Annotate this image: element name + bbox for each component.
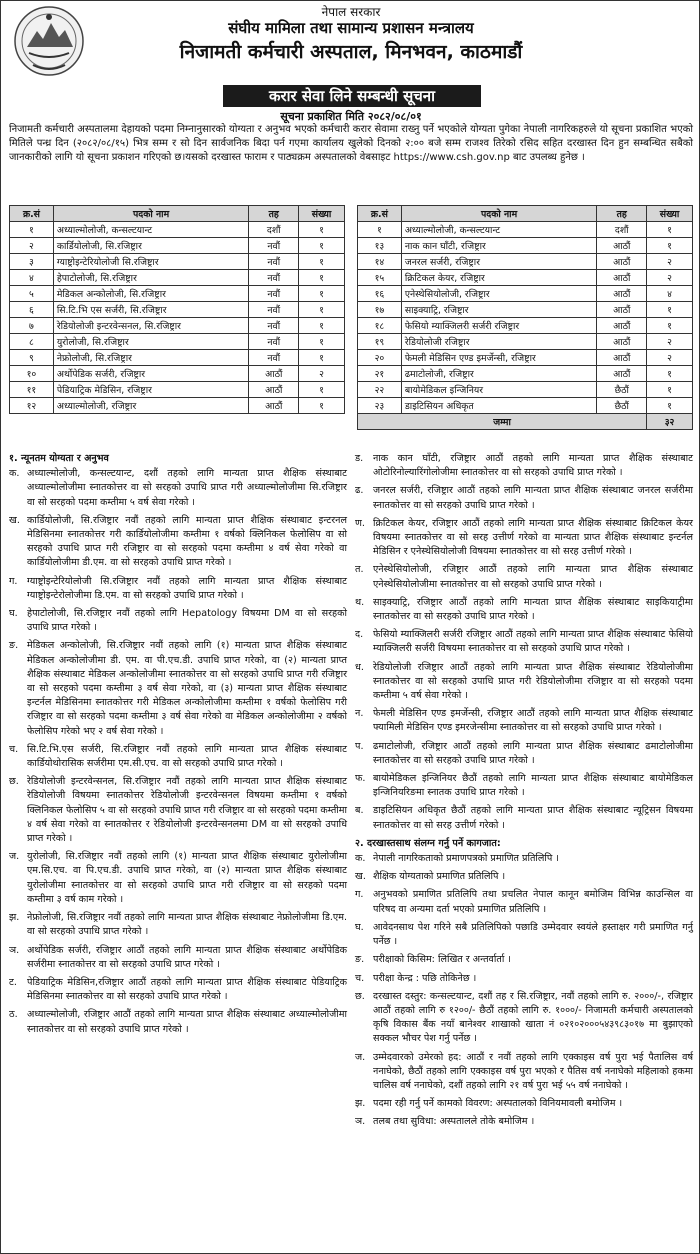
cell-sn: १ — [358, 222, 402, 238]
cell-level: आठौं — [597, 366, 647, 382]
list-item-label: क. — [355, 853, 366, 865]
list-item-label: द. — [355, 629, 364, 641]
list-item-text: ढमाटोलोजी, रजिष्ट्रार आठौं तहको लागि मान्यता प्राप्त शैक्षिक संस्थाबाट ढमाटोलोजीमा स्नातकोत्तर वा सो सरहको उपाधि प्राप्त गरेको । — [373, 740, 693, 766]
cell-level: आठौं — [597, 318, 647, 334]
cell-sn: १२ — [10, 398, 54, 414]
table-row — [10, 318, 345, 334]
cell-sn: ८ — [10, 334, 54, 350]
table-row — [10, 334, 345, 350]
list-item — [9, 944, 347, 972]
section-1-title: १. न्यूनतम योग्यता र अनुभव — [9, 453, 109, 464]
cell-level: नवौं — [249, 238, 299, 254]
list-item — [355, 852, 693, 866]
table-row — [358, 350, 693, 366]
cell-post: रेडियोलोजी इन्टरवेन्सनल, सि.रजिष्ट्रार — [53, 318, 249, 334]
table-row — [358, 222, 693, 238]
list-item-text: मेडिकल अन्कोलोजी, सि.रजिष्ट्रार नवौं तहको लागि (१) मान्यता प्राप्त शैक्षिक संस्थाबाट मेडिकल अन्कोलोजीमा डी. एम. वा पी.एच.डी. उपाधि प्राप्त गरेको, वा (२) मान्यता प्राप्त शैक्षिक संस्थाबाट मेडिकल अन्कोलोजीमा स्नातकोत्तर वा सो सरहको उपाधि प्राप्त गरी रजिष्ट्रार वा सो सरहको पदमा कम्तीमा ३ वर्ष सेवा गरेको, वा (३) मान्यता प्राप्त शैक्षिक संस्थाबाट इन्टर्नल मेडिसिनमा स्नातकोत्तर गरी मेडिकल अन्कोलोजीमा कम्तीमा १ वर्षको फेलोसिप गरी रजिष्ट्रार वा सो सरहको पदमा कम्तीमा ३ वर्ष सेवा गरेको वा मेडिकल अन्कोलोजीमा २ वर्षको फेलोसिप गरेको भए २ वर्ष सेवा गरेको । — [27, 640, 347, 737]
list-item-label: न. — [355, 708, 364, 720]
list-item-text: रेडियोलोजी रजिष्ट्रार आठौं तहको लागि मान्यता प्राप्त शैक्षिक संस्थाबाट रेडियोलोजीमा स्नातकोत्तर वा सो सरहको उपाधि प्राप्त गरी रेडियोलोजीमा रजिष्ट्रार वा सो सरहको पदमा कम्तीमा ५ वर्ष सेवा गरेको । — [373, 661, 693, 702]
list-item — [9, 850, 347, 907]
cell-sn: २३ — [358, 398, 402, 414]
cell-level: नवौं — [249, 334, 299, 350]
list-item-text: परीक्षा केन्द्र : पछि तोकिनेछ । — [373, 972, 477, 984]
cell-count: १ — [647, 382, 693, 398]
list-item-label: च. — [355, 972, 365, 984]
list-item-text: फेमली मेडिसिन एण्ड इमर्जेन्सी, रजिष्ट्रार आठौं तहको लागि मान्यता प्राप्त शैक्षिक संस्थाबाट फ्यामिली मेडिसिन एण्ड इमरजेन्सीमा स्नातकोत्तर वा सो सरहको उपाधि प्राप्त गरेको । — [373, 708, 693, 734]
list-item — [355, 452, 693, 480]
table-row — [358, 382, 693, 398]
table-header-row — [10, 206, 345, 222]
cell-count: १ — [647, 398, 693, 414]
list-item-label: ख. — [355, 871, 366, 883]
list-item-label: च. — [9, 743, 19, 755]
list-item-label: घ. — [355, 921, 364, 933]
notice-header — [1, 1, 700, 81]
list-item — [9, 514, 347, 571]
cell-post: हेपाटोलोजी, सि.रजिष्ट्रार — [53, 270, 249, 286]
cell-level: आठौं — [597, 334, 647, 350]
cell-count: २ — [647, 350, 693, 366]
list-item — [355, 772, 693, 800]
cell-post: मेडिकल अन्कोलोजी, सि.रजिष्ट्रार — [53, 286, 249, 302]
cell-sn: १३ — [358, 238, 402, 254]
list-item — [9, 775, 347, 846]
cell-sn: ९ — [10, 350, 54, 366]
cell-count: १ — [299, 254, 345, 270]
ministry-name: संघीय मामिला तथा सामान्य प्रशासन मन्त्रालय — [228, 19, 474, 37]
header-level: तह — [249, 206, 299, 222]
table-row — [358, 334, 693, 350]
cell-sn: ४ — [10, 270, 54, 286]
cell-count: १ — [299, 318, 345, 334]
list-item-text: दरखास्त दस्तुर: कन्सल्टयान्ट, दशौं तह र सि.रजिष्ट्रार, नवौं तहको लागि रु. २०००/-, रजिष्ट्रार आठौं तहको लागि रु १२००/- छैठौं तहको लागि रु. १०००/- निजामती कर्मचारी अस्पतालको कृषि विकास बैंक नयाँ बानेश्वर शाखाको खाता नं ०२१०२०००५४३९८३०१७ मा बुझाएको सक्कल भौचर पेश गर्नु पर्नेछ । — [373, 990, 693, 1045]
cell-sn: १८ — [358, 318, 402, 334]
list-item-text: जनरल सर्जरी, रजिष्ट्रार आठौं तहको लागि मान्यता प्राप्त शैक्षिक संस्थाबाट जनरल सर्जरीमा स्नातकोत्तर वा सो सरहको उपाधि प्राप्त गरेको । — [373, 485, 693, 511]
cell-level: दशौं — [597, 222, 647, 238]
list-item-label: ढ. — [355, 485, 364, 497]
list-item-label: ग. — [9, 575, 18, 587]
list-item-text: तलब तथा सुविधा: अस्पतालले तोके बमोजिम । — [373, 1116, 535, 1128]
list-item-label: ञ. — [355, 1116, 366, 1128]
list-item-text: पदमा रही गर्नु पर्ने कामको विवरण: अस्पतालको विनियमावली बमोजिम । — [373, 1098, 623, 1110]
cell-sn: ११ — [10, 382, 54, 398]
list-item — [355, 990, 693, 1047]
cell-level: आठौं — [597, 286, 647, 302]
cell-count: १ — [299, 398, 345, 414]
list-item — [9, 607, 347, 635]
cell-count: २ — [299, 366, 345, 382]
list-item-label: ङ. — [9, 640, 19, 652]
header-sn: क्र.सं — [10, 206, 54, 222]
hospital-name: निजामती कर्मचारी अस्पताल, मिनभवन, काठमाडौं — [179, 41, 523, 63]
cell-level: नवौं — [249, 270, 299, 286]
cell-level: आठौं — [249, 398, 299, 414]
table-row — [358, 398, 693, 414]
total-row — [358, 414, 693, 430]
cell-post: अध्याल्मोलोजी, कन्सल्टयान्ट — [401, 222, 597, 238]
cell-sn: ५ — [10, 286, 54, 302]
list-item-text: डाइटिसियन अधिकृत छैठौं तहको लागि मान्यता प्राप्त शैक्षिक संस्थाबाट न्यूट्रिसन विषयमा स्नातकोत्तर वा सो सरह उत्तीर्ण गरेको । — [373, 805, 693, 831]
list-item — [9, 1008, 347, 1036]
header-count: संख्या — [647, 206, 693, 222]
list-item-label: झ. — [9, 912, 20, 924]
list-item-label: ड. — [355, 453, 364, 464]
list-item — [355, 740, 693, 768]
cell-count: २ — [647, 254, 693, 270]
total-value: ३२ — [647, 414, 693, 430]
list-item — [355, 1115, 693, 1129]
cell-count: १ — [647, 238, 693, 254]
cell-sn: १ — [10, 222, 54, 238]
table-row — [358, 286, 693, 302]
cell-post: कार्डियोलोजी, सि.रजिष्ट्रार — [53, 238, 249, 254]
cell-sn: १९ — [358, 334, 402, 350]
header-sn: क्र.सं — [358, 206, 402, 222]
cell-level: छैठौं — [597, 382, 647, 398]
list-item — [355, 596, 693, 624]
qualifications-left-column — [9, 452, 347, 1041]
list-item-text: आवेदनसाथ पेश गरिने सबै प्रतिलिपिको पछाडि उम्मेदवार स्वयंले हस्ताक्षर गरी प्रमाणित गर्नु पर्नेछ । — [373, 921, 693, 948]
cell-level: नवौं — [249, 318, 299, 334]
table-row — [10, 270, 345, 286]
cell-sn: २२ — [358, 382, 402, 398]
list-item — [355, 707, 693, 735]
cell-count: १ — [299, 238, 345, 254]
table-row — [358, 302, 693, 318]
list-item-text: पेडियाट्रिक मेडिसिन,रजिष्ट्रार आठौं तहको लागि मान्यता प्राप्त शैक्षिक संस्थाबाट पेडियाट्रिक मेडिसिनमा स्नातकोत्तर वा सो सरहको उपाधि प्राप्त गरेको । — [27, 976, 347, 1003]
list-item-text: फेसियो म्याक्जिलरी सर्जरी रजिष्ट्रार आठौं तहको लागि मान्यता प्राप्त शैक्षिक संस्थाबाट फेसियो म्याक्जिलरी सर्जरी विषयमा स्नातकोत्तर वा सो सरहको उपाधि प्राप्त गरेको । — [373, 629, 693, 655]
cell-count: २ — [647, 334, 693, 350]
cell-count: १ — [647, 318, 693, 334]
list-item-label: छ. — [355, 990, 365, 1002]
list-item-text: ग्याष्ट्रोइन्टेरियोलोजी सि.रजिष्ट्रार नवौं तहको लागि मान्यता प्राप्त शैक्षिक संस्थाबाट ग्याष्ट्रोइन्टेरोलोजीमा डि.एम. वा सो सरहको उपाधि प्राप्त गरेको । — [27, 575, 347, 601]
cell-count: १ — [299, 270, 345, 286]
cell-level: नवौं — [249, 254, 299, 270]
list-item-text: अनुभवको प्रमाणित प्रतिलिपि तथा प्रचलित नेपाल कानून बमोजिम विभिन्न काउन्सिल वा परिषद वा अन्यमा दर्ता भएको प्रमाणित प्रतिलिपि । — [373, 889, 693, 915]
cell-post: फेमली मेडिसिन एण्ड इमर्जेन्सी, रजिष्ट्रार — [401, 350, 597, 366]
intro-paragraph: निजामती कर्मचारी अस्पतालमा देहायको पदमा निम्नानुसारको योग्यता र अनुभव भएको कर्मचारी करार सेवामा राख्नु पर्ने भएकोले योग्यता पुगेका नेपाली नागरिकहरुले यो सूचना प्रकाशित भएको मितिले पन्ध्र दिन (२०८२/०८/१५) भित्र सम्म र सो दिन सार्वजनिक बिदा पर्न गएमा कार्यालय खुलेको दिनको २:०० बजे सम्म राजश्व तिरेको रसिद सहित दरखास्त दिन हुन सम्बन्धित सबैको जानकारीको लागि यो सूचना प्रकाशन गरिएको छ।यसको दरखास्त फाराम र पाठ्यक्रम अस्पतालको वेबसाइट https://www.csh.gov.np बाट उपलब्ध हुनेछ । — [9, 124, 693, 164]
posts-table-right — [357, 205, 693, 430]
list-item — [355, 972, 693, 986]
government-name: नेपाल सरकार — [321, 5, 381, 19]
list-item-label: ज. — [355, 1051, 366, 1063]
header-post: पदको नाम — [401, 206, 597, 222]
table-row — [10, 302, 345, 318]
cell-post: सि.टि.भि एस सर्जरी, सि.रजिष्ट्रार — [53, 302, 249, 318]
table-row — [10, 382, 345, 398]
header-level: तह — [597, 206, 647, 222]
list-item-text: साइक्याट्रि, रजिष्ट्रार आठौं तहको लागि मान्यता प्राप्त शैक्षिक संस्थाबाट साइकियाट्रीमा स्नातकोत्तर वा सो सरहको उपाधि प्राप्त गरेको । — [373, 596, 693, 623]
cell-post: एनेस्थेसियोलोजी, रजिष्ट्रार — [401, 286, 597, 302]
list-item-text: बायोमेडिकल इन्जिनियर छैठौं तहको लागि मान्यता प्राप्त शैक्षिक संस्थाबाट बायोमेडिकल इन्जिनियरिङमा स्नातक उपाधि प्राप्त गरेको । — [373, 773, 693, 799]
cell-post: ढमाटोलोजी, रजिष्ट्रार — [401, 366, 597, 382]
table-row — [358, 254, 693, 270]
cell-sn: ७ — [10, 318, 54, 334]
total-label: जम्मा — [358, 414, 647, 430]
cell-count: १ — [299, 350, 345, 366]
list-item — [355, 517, 693, 560]
cell-sn: २ — [10, 238, 54, 254]
cell-level: आठौं — [597, 350, 647, 366]
cell-post: अध्याल्मोलोजी, रजिष्ट्रार — [53, 398, 249, 414]
list-item-text: अध्याल्मोलोजी, कन्सल्टयान्ट, दशौं तहको लागि मान्यता प्राप्त शैक्षिक संस्थाबाट अध्याल्मोलोजीमा स्नातकोत्तर वा सो सरहको उपाधि प्राप्त गरी अध्याल्मोलोजीमा सि.रजिष्ट्रार वा सो सरहको पदमा कम्तीमा ५ वर्ष सेवा गरेको । — [27, 468, 347, 508]
table-row — [10, 398, 345, 414]
list-item-text: सि.टि.भि.एस सर्जरी, सि.रजिष्ट्रार नवौं तहको लागि मान्यता प्राप्त शैक्षिक संस्थाबाट कार्डियोथोरासिक सर्जरीमा एम.सी.एच. वा सो सरहको उपाधि प्राप्त गरेको । — [27, 743, 347, 770]
list-item — [9, 575, 347, 603]
list-item — [9, 467, 347, 510]
list-item-text: उम्मेदवारको उमेरको हद: आठौं र नवौं तहको लागि एक्काइस वर्ष पुरा भई पैतालिस वर्ष ननाघेको, छैठौं तहको लागि एक्काइस वर्ष पुरा भएको र पैतिस वर्ष ननाघेको महिलाको हकमा चालिस वर्ष ननाघेको, दशौं तहको लागि २१ वर्ष पुरा भई ५५ वर्ष ननाघेको । — [373, 1051, 693, 1091]
list-item-label: घ. — [9, 608, 18, 620]
list-item-label: झ. — [355, 1098, 366, 1110]
cell-level: आठौं — [249, 382, 299, 398]
list-item-label: प. — [355, 740, 364, 752]
table-row — [358, 318, 693, 334]
cell-post: अध्याल्मोलोजी, कन्सल्टयान्ट — [53, 222, 249, 238]
list-item-label: ट. — [9, 976, 17, 988]
cell-post: फेसियो म्याक्जिलरी सर्जरी रजिष्ट्रार — [401, 318, 597, 334]
list-item-label: ध. — [355, 661, 364, 673]
list-item-text: युरोलोजी, सि.रजिष्ट्रार नवौं तहको लागि (१) मान्यता प्राप्त शैक्षिक संस्थाबाट युरोलोजीमा एम.सि.एच. वा पि.एच.डी. उपाधि प्राप्त गरेको, वा (२) मान्यता प्राप्त शैक्षिक संस्थाबाट युरोलोजीमा स्नातकोत्तर वा सो सरहको उपाधि प्राप्त गरी रजिष्ट्रार वा सो सरहको पदमा कम्तीमा ३ वर्ष काम गरेको । — [27, 851, 347, 905]
list-item — [9, 743, 347, 771]
table-row — [358, 366, 693, 382]
cell-sn: ३ — [10, 254, 54, 270]
list-item — [355, 1097, 693, 1111]
notice-title: करार सेवा लिने सम्बन्धी सूचना — [223, 85, 481, 107]
list-item-label: ब. — [355, 805, 364, 817]
list-item — [355, 888, 693, 916]
list-item-text: अध्याल्मोलोजी, रजिष्ट्रार आठौं तहको लागि मान्यता प्राप्त शैक्षिक संस्थाबाट अध्याल्मोलोजीमा स्नातकोत्तर वा सो सरहको उपाधि प्राप्त गरेको । — [27, 1009, 347, 1035]
table-row — [10, 350, 345, 366]
cell-post: बायोमेडिकल इन्जिनियर — [401, 382, 597, 398]
cell-post: युरोलोजी, सि.रजिष्ट्रार — [53, 334, 249, 350]
cell-sn: ६ — [10, 302, 54, 318]
list-item-text: परीक्षाको किसिम: लिखित र अन्तर्वार्ता । — [373, 954, 511, 966]
cell-count: १ — [647, 222, 693, 238]
list-item-label: ज. — [9, 851, 20, 863]
cell-sn: १६ — [358, 286, 402, 302]
cell-post: पेडियाट्रिक मेडिसिन, रजिष्ट्रार — [53, 382, 249, 398]
cell-level: आठौं — [597, 270, 647, 286]
cell-post: क्रिटिकल केयर, रजिष्ट्रार — [401, 270, 597, 286]
cell-post: ग्याष्ट्रोइन्टेरियोलोजी सि.रजिष्ट्रार — [53, 254, 249, 270]
list-item-label: ख. — [9, 514, 20, 526]
cell-post: नाक कान घाँटी, रजिष्ट्रार — [401, 238, 597, 254]
cell-count: १ — [299, 382, 345, 398]
list-item — [355, 1051, 693, 1094]
list-item-text: रेडियोलोजी इन्टरवेन्सनल, सि.रजिष्ट्रार नवौं तहको लागि मान्यता प्राप्त शैक्षिक संस्थाबाट रेडियोलोजी विषयमा स्नातकोत्तर रेडियोलोजी इन्टरवेन्सनल विषयमा कम्तीमा १ वर्षको क्लिनिकल फेलोसिप ५ वा सो सरहको उपाधि प्राप्त गरी रजिष्ट्रार वा सो सरहको पदमा कम्तीमा ४ वर्ष सेवा गरेको वा स्नातकोत्तर र रेडियोलोजी इन्टरवेन्सनलमा DM वा सो सरहको उपाधि प्राप्त गरेको । — [27, 776, 347, 845]
cell-sn: २० — [358, 350, 402, 366]
posts-table-left — [9, 205, 345, 414]
list-item — [355, 870, 693, 884]
table-row — [358, 238, 693, 254]
cell-level: नवौं — [249, 302, 299, 318]
list-item-text: नाक कान घाँटी, रजिष्ट्रार आठौं तहको लागि मान्यता प्राप्त शैक्षिक संस्थाबाट ओटोरिनोल्यारिंगोलोजीमा स्नातकोत्तर वा सो सरहको उपाधि प्राप्त गरेको । — [373, 453, 693, 479]
cell-level: आठौं — [597, 254, 647, 270]
list-item-label: ण. — [355, 517, 365, 529]
list-item-text: हेपाटोलोजी, सि.रजिष्ट्रार नवौं तहको लागि Hepatology विषयमा DM वा सो सरहको उपाधि प्राप्त गरेको । — [27, 608, 347, 634]
list-item — [355, 804, 693, 832]
cell-post: अर्थोपेडिक सर्जरी, रजिष्ट्रार — [53, 366, 249, 382]
list-item — [355, 921, 693, 949]
list-item — [355, 661, 693, 704]
header-count: संख्या — [299, 206, 345, 222]
cell-post: साइक्याट्रि, रजिष्ट्रार — [401, 302, 597, 318]
cell-level: आठौं — [597, 238, 647, 254]
cell-count: १ — [299, 302, 345, 318]
cell-count: २ — [647, 270, 693, 286]
list-item-label: थ. — [355, 596, 365, 608]
cell-level: छैठौं — [597, 398, 647, 414]
header-post: पदको नाम — [53, 206, 249, 222]
table-header-row — [358, 206, 693, 222]
list-item-text: कार्डियोलोजी, सि.रजिष्ट्रार नवौं तहको लागि मान्यता प्राप्त शैक्षिक संस्थाबाट इन्टरनल मेडिसिनमा स्नातकोत्तर गरी कार्डियोलोजीमा कम्तीमा १ वर्षको क्लिनिकल फेलोसिप वा सो सरहको उपाधि प्राप्त गरी रजिष्ट्रार वा सो सरहको पदमा कम्तीमा ४ वर्ष सेवा गरेको वा कार्डियोलोजीमा डी.एम. वा सो सरहको उपाधि प्राप्त गरेको । — [27, 514, 347, 569]
list-item-label: ङ. — [355, 954, 365, 966]
cell-count: १ — [299, 286, 345, 302]
list-item — [355, 628, 693, 656]
cell-sn: १४ — [358, 254, 402, 270]
cell-level: नवौं — [249, 350, 299, 366]
list-item — [355, 484, 693, 512]
list-item-text: नेपाली नागरिकताको प्रमाणपत्रको प्रमाणित प्रतिलिपि । — [373, 853, 560, 865]
list-item-label: ठ. — [9, 1009, 18, 1021]
table-row — [10, 254, 345, 270]
cell-count: १ — [299, 222, 345, 238]
list-item-text: क्रिटिकल केयर, रजिष्ट्रार आठौं तहको लागि मान्यता प्राप्त शैक्षिक संस्थाबाट क्रिटिकल केयर विषयमा स्नातकोत्तर वा सो सरह उत्तीर्ण गरेको वा मान्यता प्राप्त शैक्षिक संस्थाबाट इन्टर्नल मेडिसिन र एनेस्थेसियोलोजी विषयमा स्नातकोत्तर वा सो सरह उत्तीर्ण गरेको । — [373, 517, 693, 558]
cell-count: १ — [647, 302, 693, 318]
list-item-text: नेफ्रोलोजी, सि.रजिष्ट्रार नवौं तहको लागि मान्यता प्राप्त शैक्षिक संस्थाबाट नेफ्रोलोजीमा डि.एम. वा सो सरहको उपाधि प्राप्त गरेको । — [27, 912, 347, 938]
cell-sn: १० — [10, 366, 54, 382]
list-item — [9, 639, 347, 738]
list-item-label: छ. — [9, 776, 19, 788]
cell-post: नेफ्रोलोजी, सि.रजिष्ट्रार — [53, 350, 249, 366]
table-row — [10, 366, 345, 382]
list-item-text: शैक्षिक योग्यताको प्रमाणित प्रतिलिपि । — [373, 871, 506, 883]
list-item-text: एनेस्थेसियोलोजी, रजिष्ट्रार आठौं तहको लागि मान्यता प्राप्त शैक्षिक संस्थाबाट एनेस्थेसियोलोजीमा स्नातकोत्तर वा सो सरहको उपाधि प्राप्त गरेको । — [373, 564, 693, 590]
list-item-label: ग. — [355, 889, 364, 901]
list-item-text: अर्थोपेडिक सर्जरी, रजिष्ट्रार आठौं तहको लागि मान्यता प्राप्त शैक्षिक संस्थाबाट अर्थोपेडिक सर्जरीमा स्नातकोत्तर वा सो सरहको उपाधि प्राप्त गरेको । — [27, 944, 347, 970]
cell-count: १ — [299, 334, 345, 350]
list-item-label: फ. — [355, 773, 366, 785]
list-item-label: ञ. — [9, 944, 20, 956]
table-row — [358, 270, 693, 286]
list-item-label: त. — [355, 564, 364, 576]
cell-count: १ — [647, 366, 693, 382]
cell-level: आठौं — [249, 366, 299, 382]
list-item — [9, 911, 347, 939]
cell-level: दशौं — [249, 222, 299, 238]
publish-date: सूचना प्रकाशित मिति २०८२/०८/०१ — [280, 110, 422, 123]
cell-post: रेडियोलोजी रजिष्ट्रार — [401, 334, 597, 350]
list-item — [355, 563, 693, 591]
list-item — [9, 976, 347, 1004]
cell-level: आठौं — [597, 302, 647, 318]
cell-sn: १७ — [358, 302, 402, 318]
table-row — [10, 286, 345, 302]
cell-level: नवौं — [249, 286, 299, 302]
cell-sn: १५ — [358, 270, 402, 286]
cell-post: डाइटिसियन अधिकृत — [401, 398, 597, 414]
cell-count: ४ — [647, 286, 693, 302]
list-item-label: क. — [9, 468, 20, 480]
cell-sn: २१ — [358, 366, 402, 382]
list-item — [355, 953, 693, 967]
qualifications-right-column — [355, 452, 693, 1134]
cell-post: जनरल सर्जरी, रजिष्ट्रार — [401, 254, 597, 270]
table-row — [10, 222, 345, 238]
table-row — [10, 238, 345, 254]
section-2-title: २. दरखास्तसाथ संलग्न गर्नु पर्ने कागजात: — [355, 837, 501, 849]
